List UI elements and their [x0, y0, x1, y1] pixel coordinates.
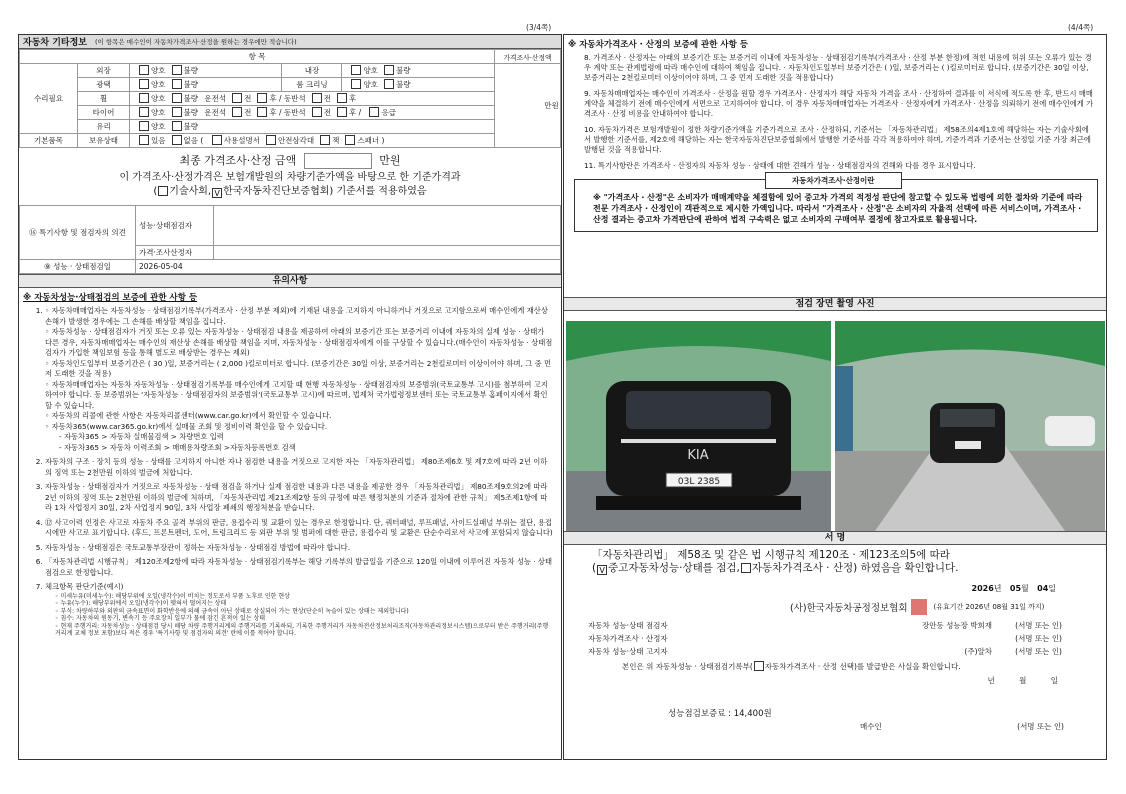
month-unit: 월: [1021, 584, 1029, 593]
interior-good-checkbox[interactable]: [351, 65, 361, 75]
amount-unit: 만원: [544, 101, 559, 110]
appraisal-note-9: 9. 자동차매매업자는 매수인이 가격조사 · 산정을 원할 경우 가격조사 · 산정자가 해당 자동차 가격을 조사 · 산정하여 결과를 이 서식에 적도록 한 후, 반드시 매매계약을 체결하기 전에 매수인에게 서면으로 고지하여야 합니다. 이 경우 자동차매매업자는 가격조사 · 산정자에게 가격조사 · 산정을 의뢰하기 전에 매수인에게 가격조사 · 산정 비용을 안내하여야 합니다.: [584, 89, 1094, 118]
tire-driver-front-checkbox[interactable]: [232, 107, 242, 117]
inspection-photo-rear: [835, 321, 1105, 531]
notice-item-5: 5. 자동차성능 · 상태점검은 국토교통부장관이 정하는 자동차성능 · 상태점검 방법에 따라야 합니다.: [45, 543, 553, 554]
right-sheet: [563, 34, 1107, 760]
good-label: 양호: [151, 94, 166, 103]
final-price-label: 최종 가격조사·산정 금액: [179, 154, 297, 167]
row-wheel: 휠: [78, 92, 130, 106]
notice-1-d: ◦ 자동차매매업자는 자동차 자동차성능 · 상태점검기록부를 매수인에게 고지할 때 현행 자동차성능 · 상태점검자의 보증범위(국토교통부 고시)를 첨부하여 고지하여야 합니다. 동 보증범위는 '자동차성능 · 상태점검자의 보증범위'(국토교통부 고시)에 따르며, 법제처 국가법령정보센터 또는 국토교통부 홈페이지에서 확인할 수 있습니다.: [45, 380, 553, 412]
standard-line1: 이 가격조사·산정가격은 보험개발원의 차량기준가액을 바탕으로 한 기준가격과: [119, 172, 461, 183]
special-label: ⑯ 특기사항 및 점검자의 의견: [20, 206, 136, 260]
notice-item-6: 6. 「자동차관리법 시행규칙」 제120조제2항에 따라 자동차성능 · 상태점검기록부는 해당 기록부의 발급일을 기준으로 120일 이내에 이루어진 자동차 성능 · 상태점검으로 한정합니다.: [45, 557, 553, 578]
criteria-1: ◦ 미세누유(미세누수): 해당부위에 오일(냉각수)이 비치는 정도로서 부품 노후로 인한 현상: [55, 593, 553, 601]
bad-label: 불량: [183, 108, 198, 117]
buyer-label: 매수인: [860, 722, 882, 731]
good-label: 양호: [363, 80, 378, 89]
standard-text: [19, 171, 561, 199]
room-bad-checkbox[interactable]: [384, 79, 394, 89]
notice-item-1: [45, 306, 553, 453]
gloss-bad-checkbox[interactable]: [172, 79, 182, 89]
good-label: 양호: [151, 108, 166, 117]
room-good-checkbox[interactable]: [351, 79, 361, 89]
notice-header: 유의사항: [19, 274, 561, 288]
price-amount-cell: [495, 64, 561, 148]
law-line-2a: 중고자동차성능·상태를 점검,: [608, 562, 740, 574]
manual-checkbox[interactable]: [212, 135, 222, 145]
day-unit: 일: [1048, 584, 1056, 593]
receipt-b: 자동차가격조사 · 산정 선택)를 발급받은 사실을 확인합니다.: [764, 662, 961, 671]
front-label: 전: [244, 94, 252, 103]
bad-label: 불량: [395, 66, 411, 75]
performance-check-checkbox[interactable]: V: [597, 565, 607, 575]
notice-1-a: ◦ 1. 자동차매매업자는 자동차성능 · 상태점검기록부(가격조사 · 산정 부분 제외)에 기재된 내용을 고지하지 아니하거나 거짓으로 고지함으로써 매수인에게 재산상 손해가 발생한 경우에는 그 손해를 배상할 책임을 집니다.: [45, 306, 553, 327]
rear-label: 후: [269, 94, 277, 103]
inspector-opinion-field[interactable]: [214, 206, 561, 246]
vehicle-info-header: [19, 35, 561, 49]
criteria-3: ◦ 부식: 차량하부와 외판의 금속표면이 화학반응에 의해 금속이 아닌 상태로 상실되어 가는 현상(단순히 녹슬어 있는 상태는 제외합니다): [55, 608, 553, 616]
notice-list: [19, 306, 553, 638]
wheel-bad-checkbox[interactable]: [172, 93, 182, 103]
appraisal-note-8: 8. 가격조사 · 산정자는 아래의 보증기간 또는 보증거리 이내에 자동차성능 · 상태점검기록부(가격조사 · 산정 부분 한정)에 적힌 내용에 허위 또는 오류가 있는 경우 계약 또는 관계법령에 따라 매수인에 대하여 책임을 집니다. · 자동차인도일부터 보증기간은 ( )일, 보증거리는 ( )킬로미터로 합니다. (보증기간은 30일 이상, 보증거리는 2천킬로미터 이상이어야 하며, 그 중 먼저 도래한 것을 적용합니다): [584, 53, 1092, 82]
page-number-right: (4/4쪽): [1068, 23, 1094, 32]
notice-1-b: ◦ 자동차성능 · 상태점검자가 거짓 또는 오류 있는 자동차성능 · 상태점검 내용을 제공하여 아래의 보증기간 또는 보증거리 이내에 자동차의 실제 성능 · 상태가 다른 경우, 자동차매매업자는 매수인의 재산상 손해를 배상할 책임을 지며, 자동차성능 · 상태점검자에게 이를 구상할 수 있습니다.(매수인이 자동차성능 · 상태점검자가 가입한 책임보험 등을 통해 별도로 배상받는 경우는 제외): [45, 327, 553, 359]
passenger-label: 동반석: [283, 94, 306, 103]
bad-label: 불량: [183, 122, 198, 131]
std-opt1-label: 기술사회,: [169, 186, 212, 197]
front-label: 전: [323, 108, 331, 117]
rear-label: 후: [269, 108, 277, 117]
wheel-driver-front-checkbox[interactable]: [232, 93, 242, 103]
jack-label: 잭: [332, 136, 340, 145]
row-tire: 타이어: [78, 106, 130, 120]
notice-1-e: ◦ 자동차의 리콜에 관한 사항은 자동차리콜센터(www.car.go.kr)에서 확인할 수 있습니다.: [45, 411, 553, 422]
special-table: [19, 205, 561, 274]
notice-item-2: 2. 자동차의 구조 · 장치 등의 성능 · 상태를 고지하지 아니한 자나 점검한 내용을 거짓으로 고지한 자는 「자동차관리법」 제80조제6호 및 제7호에 따라 2년 이하의 징역 또는 2천만원 이하의 벌금에 처합니다.: [45, 457, 553, 478]
appraisal-header: ※ 자동차가격조사 · 산정의 보증에 관한 사항 등: [568, 40, 749, 50]
sig-person: (주)알차: [964, 647, 992, 656]
sig-field[interactable]: (서명 또는 인): [1015, 647, 1062, 656]
year-unit: 년: [993, 584, 1002, 593]
rear-label: 후: [348, 94, 357, 103]
wheel-good-checkbox[interactable]: [139, 93, 149, 103]
notice-item-4: 4. ⑫ 사고이력 인정은 사고로 자동차 주요 골격 부위의 판금, 용접수리 및 교환이 있는 경우로 한정합니다. 단, 쿼터패널, 루프패널, 사이드실패널 부위는 절단, 용접 시에만 사고로 표기합니다. (후드, 프론트펜더, 도어, 트렁크리드 등 외판 부위 및 범퍼에 대한 판금, 용접수리 및 교환은 단순수리로서 사고에 포함되지 않습니다): [45, 518, 553, 539]
good-label: 양호: [151, 66, 166, 75]
exterior-good-checkbox[interactable]: [139, 65, 149, 75]
sig-row-appraiser: [564, 632, 1062, 645]
page-number-left: (3/4쪽): [526, 23, 552, 32]
final-price-input[interactable]: [304, 153, 372, 169]
notice-1-g: - 자동차365 > 자동차 실매물검색 > 차량번호 입력: [59, 432, 224, 441]
inspector-label: 성능·상태점검자: [136, 206, 214, 246]
jack-checkbox[interactable]: [320, 135, 330, 145]
definition-box: [574, 176, 1098, 232]
row-glass: 유리: [78, 120, 130, 134]
spanner-label: 스패너: [357, 136, 380, 145]
bad-label: 불량: [183, 66, 198, 75]
photo-header: 점검 장면 촬영 사진: [564, 297, 1106, 311]
wheel-passenger-rear-checkbox[interactable]: [337, 93, 347, 103]
no-label: 없음: [183, 136, 198, 145]
notice-item-7: [45, 582, 553, 638]
front-label: 전: [323, 94, 331, 103]
law-line-2b: 자동차가격조사 · 산정) 하였음을 확인합니다.: [751, 562, 959, 574]
validity: (유효기간 2026년 08월 31일 까지): [933, 603, 1045, 611]
tire-bad-checkbox[interactable]: [172, 107, 182, 117]
final-price-unit: 만원: [379, 154, 401, 167]
receipt-year: 년: [987, 676, 995, 685]
sig-person: 장안동 성능장 박희재: [922, 621, 992, 630]
receipt-a: 본인은 위 자동차성능 · 상태점검기록부(: [622, 662, 753, 671]
good-label: 양호: [363, 66, 378, 75]
front-label: 전: [244, 108, 252, 117]
triangle-checkbox[interactable]: [266, 135, 276, 145]
svg-text:KIA: KIA: [687, 448, 709, 463]
vehicle-info-subtitle: (이 항목은 매수인이 자동차가격조사·산정을 원하는 경우에만 적습니다): [95, 38, 297, 46]
criteria-title: 체크항목 판단기준(예시): [45, 582, 124, 591]
tire-driver-rear-checkbox[interactable]: [257, 107, 267, 117]
org-row: [790, 599, 1044, 615]
notice-1-h: - 자동차365 > 자동차 이력조회 > 매매용차량조회 >자동차등록번호 검색: [59, 442, 296, 452]
guarantee-fee: 성능점검보증료 : 14,400원: [668, 709, 772, 719]
vehicle-info-title: 자동차 기타정보: [23, 38, 87, 48]
sig-row-notifier: [564, 645, 1062, 658]
good-label: 양호: [151, 80, 166, 89]
yes-label: 있음: [151, 136, 166, 145]
tire-passenger-rear-checkbox[interactable]: [337, 107, 347, 117]
confirmation-text: [592, 549, 959, 575]
sig-field[interactable]: (서명 또는 인): [1015, 634, 1062, 643]
notice-1-f: ◦ 자동차365(www.car365.go.kr)에서 실매물 조회 및 정비이력 확인을 할 수 있습니다.: [45, 422, 553, 433]
wheel-passenger-front-checkbox[interactable]: [312, 93, 322, 103]
issue-year: 2026: [971, 584, 994, 593]
receipt-month: 월: [1019, 676, 1027, 685]
appraisal-check-checkbox[interactable]: [741, 563, 751, 573]
appraisal-note-11: 11. 특기사항란은 가격조사 · 산정자의 자동차 성능 · 상태에 대한 견해가 성능 · 상태점검자의 견해와 다를 경우 표시합니다.: [584, 161, 976, 170]
passenger-label: 동반석: [283, 108, 306, 117]
driver-label: 운전석: [204, 108, 227, 117]
row-interior: 내장: [282, 64, 342, 78]
inspection-photo-front: [566, 321, 831, 531]
tire-emergency-checkbox[interactable]: [369, 107, 379, 117]
appraiser-opinion-field[interactable]: [214, 246, 561, 260]
std-opt2-checkbox[interactable]: V: [212, 188, 222, 198]
interior-bad-checkbox[interactable]: [384, 65, 394, 75]
final-price-row: [19, 148, 561, 171]
tire-passenger-front-checkbox[interactable]: [312, 107, 322, 117]
sig-row-inspector: [564, 619, 1062, 632]
issue-day: 04: [1037, 584, 1049, 593]
driver-label: 운전석: [204, 94, 227, 103]
triangle-label: 안전삼각대: [277, 136, 315, 145]
definition-title: 자동차가격조사·산정이란: [765, 172, 902, 189]
receipt-appraisal-checkbox[interactable]: [754, 661, 764, 671]
row-gloss: 광택: [78, 78, 130, 92]
issue-month: 05: [1009, 584, 1022, 593]
appraisal-note-10: 10. 자동차가격은 보험개발원이 정한 차량기준가액을 기준가격으로 조사 · 산정하되, 기준서는 「자동차관리법」 제58조의4제1호에 해당하는 자는 기술사회에서 발행한 기준서를, 제2호에 해당하는 자는 한국자동차진단보증협회에서 발행한 기준서를 각각 적용하여야 하며, 기준가격과 기준서는 산정일 기준 가장 최근에 발행된 것을 적용합니다.: [584, 125, 1091, 154]
emergency-label: 응급: [381, 108, 396, 117]
exterior-bad-checkbox[interactable]: [172, 65, 182, 75]
signature-rows: [564, 619, 1062, 658]
tire-good-checkbox[interactable]: [139, 107, 149, 117]
std-tail: ) 기준서를 적용하였음: [329, 186, 427, 197]
std-opt1-checkbox[interactable]: [158, 186, 168, 196]
wheel-driver-rear-checkbox[interactable]: [257, 93, 267, 103]
sig-role: 자동차 성능·상태 고지자: [588, 647, 668, 656]
sig-role: 자동차 성능·상태 점검자: [588, 621, 668, 630]
signature-header: 서 명: [564, 531, 1106, 545]
left-sheet: [18, 34, 562, 760]
criteria-4: ◦ 침수: 자동차의 원동기, 변속기 등 주요장치 일부가 물에 잠긴 흔적이 있는 상태: [55, 615, 553, 623]
row-room: 룸 크리닝: [282, 78, 342, 92]
issue-date: [972, 583, 1056, 594]
buyer-signature-field[interactable]: (서명 또는 인): [1017, 722, 1064, 731]
appraisal-notes: [564, 53, 1106, 171]
car-rear-photo: [835, 321, 1105, 531]
criteria-2: ◦ 누유(누수): 해당부위에서 오일(냉각수)이 맺혀서 떨어지는 상태: [55, 600, 553, 608]
notice-item-3: 3. 자동차성능 · 상태점검자가 거짓으로 자동차성능 · 상태 점검을 하거나 실제 점검한 내용과 다른 내용을 제공한 경우 「자동차관리법」 제80조제9호의2에 따라 2년 이하의 징역 또는 2천만원 이하의 벌금에 처하며, 「자동차관리법 제21조제2항 등의 규정에 따른 행정처분의 기준과 절차에 관한 규칙」 제5조제1항에 따라 1차 사업정지 30일, 2차 사업정지 90일, 3차 사업장 폐쇄의 행정처분을 받습니다.: [45, 482, 553, 514]
sig-field[interactable]: (서명 또는 인): [1015, 621, 1062, 630]
receipt-day: 일: [1050, 676, 1058, 685]
glass-bad-checkbox[interactable]: [172, 121, 182, 131]
bad-label: 불량: [183, 80, 198, 89]
sig-role: 자동차가격조사 · 산정자: [588, 634, 668, 643]
manual-label: 사용설명서: [223, 136, 260, 145]
appraiser-label: 가격·조사산정자: [136, 246, 214, 260]
bad-label: 불량: [183, 94, 198, 103]
gloss-good-checkbox[interactable]: [139, 79, 149, 89]
license-plate: 03L 2385: [677, 477, 721, 487]
notice-section-title: ※ 자동차성능·상태점검의 보증에 관한 사항 등: [23, 293, 198, 303]
definition-text: ※ "가격조사 · 산정"은 소비자가 매매계약을 체결함에 있어 중고차 가격의 적정성 판단에 참고할 수 있도록 법령에 의한 절차와 기준에 따라 전문 가격조사 · 산정인이 객관적으로 제시한 가액입니다. 따라서 "가격조사 · 산정"은 소비자의 자율적 선택에 따른 서비스이며, 가격조사 · 산정 결과는 중고차 가격판단에 관하여 법적 구속력은 없고 소비자의 구매여부 결정에 참고자료로 활용됩니다.: [593, 193, 1083, 224]
std-opt2-label: 한국자동차진단보증협회: [223, 186, 330, 197]
standard-line2: ( 기술사회, V 한국자동차진단보증협회) 기준서를 적용하였음: [153, 186, 427, 198]
org-stamp-icon: [911, 599, 927, 615]
org-name: (사)한국자동차공정정보협회: [790, 603, 908, 614]
receipt-date: [987, 675, 1058, 686]
date-label: ⑨ 성능 · 상태점검일: [20, 260, 136, 274]
basic-label: 기본품목: [20, 134, 78, 148]
receipt-text: [622, 661, 961, 672]
date-value: 2026-05-04: [136, 260, 561, 274]
possession-yes-checkbox[interactable]: [139, 135, 149, 145]
criteria-5: ◦ 현재 주행거리: 자동차성능 · 상태점검 당시 해당 차량 주행거리계의 주행거리를 기록하되, 기록한 주행거리가 자동차전산정보처리조직(자동차관리정보시스템)으로부터 받은 주행거리(주행거리계 교체 정보 포함)보다 적은 경우 '특기사항 및 점검자의 의견' 란에 이를 적어야 합니다.: [55, 623, 553, 638]
spanner-checkbox[interactable]: [345, 135, 355, 145]
row-exterior: 외장: [78, 64, 130, 78]
law-line-1: 「자동차관리법」 제58조 및 같은 법 시행규칙 제120조 · 제123조의5에 따라: [592, 549, 950, 561]
notice-1-c: ◦ 자동차인도일부터 보증기간은 ( 30 )일, 보증거리는 ( 2,000 )킬로미터로 합니다. (보증기간은 30일 이상, 보증거리는 2천킬로미터 이상이어야 하며, 그 중 먼저 도래한 것을 적용): [45, 359, 553, 380]
law-line-2: ( V 중고자동차성능·상태를 점검, 자동차가격조사 · 산정) 하였음을 확인합니다.: [592, 562, 959, 575]
col-item: 항 목: [20, 50, 495, 64]
col-price: 가격조사·산정액: [495, 50, 561, 64]
bad-label: 불량: [395, 80, 411, 89]
car-front-photo: [566, 321, 831, 531]
glass-good-checkbox[interactable]: [139, 121, 149, 131]
rear-label: 후: [348, 108, 357, 117]
good-label: 양호: [151, 122, 166, 131]
possession-no-checkbox[interactable]: [172, 135, 182, 145]
repair-label: 수리필요: [20, 64, 78, 134]
vehicle-info-table: 항 목 가격조사·산정액 수리필요 외장 양호 불량 내장 양호 불량 만원 광택 양호 불량 룸 크리닝 양호 불량 휠 양호 불량 운전석 전 후 / 동반석 전 후 타이어 양호 불량 운전석 전 후 / 동반석 전 후 / 응급 유리 양호 불량 기본품목 보유상태 있음 없음 ( 사용설명서 안전삼각대 잭 스패너 ): [19, 49, 561, 148]
row-possession: 보유상태: [78, 134, 130, 148]
